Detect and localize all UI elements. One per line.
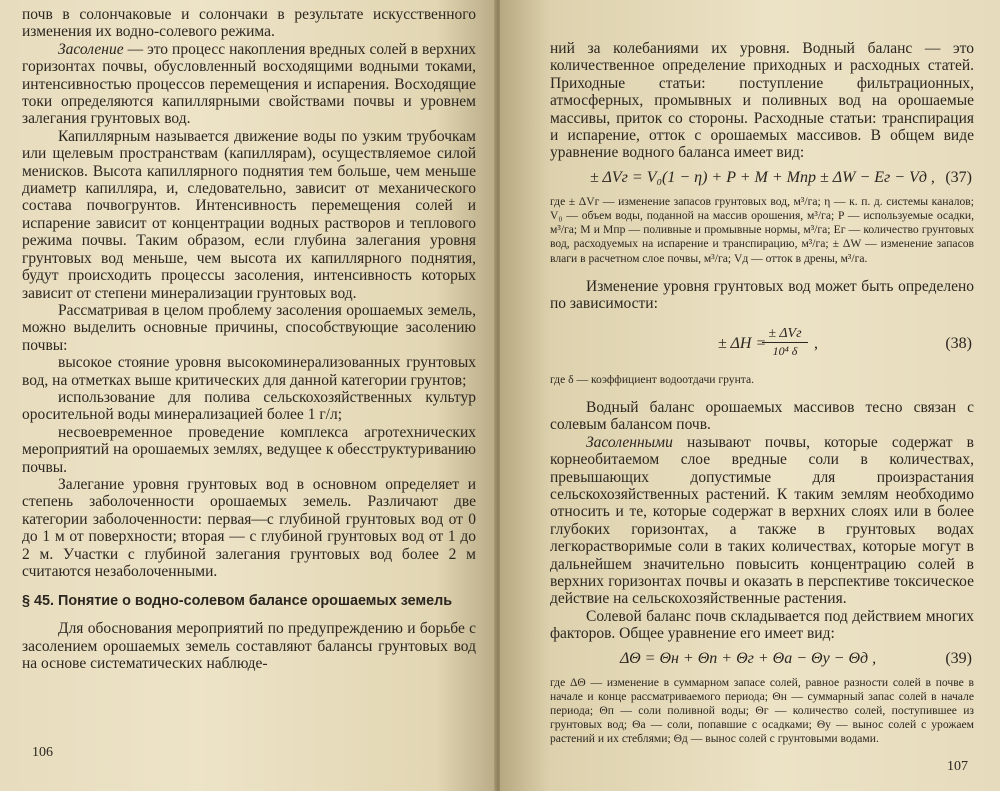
equation-39 xyxy=(550,648,974,672)
equation-number: (38) xyxy=(945,334,972,352)
list-item: высокое стояние уровня высокоминерализованных грунтовых вод, на отметках выше критических для данной категории грунтов; xyxy=(22,354,476,389)
left-page xyxy=(0,0,496,791)
paragraph: Водный баланс орошаемых массивов тесно связан с солевым балансом почв. xyxy=(550,398,974,434)
equation-note: где ± ΔVг — изменение запасов грунтовых вод, м³/га; η — к. п. д. системы каналов; V₀ — объем воды, поданной на массив орошения, м³/га; P — используемые осадки, м³/га; M и Mпр — поливные и промывные нормы, м³/га; Eг — количество грунтовых вод, расходуемых на испарение и транспирацию, м³/га; ± ΔW — изменение запасов влаги в расчетном слое почвы, м³/га; Vд — отток в дрены, м³/га. xyxy=(550,194,974,265)
paragraph-text: — это процесс накопления вредных солей в верхних горизонтах почвы, обусловленный восходящими водными токами, интенсивностью процессов перемещения и испарения. Восходящие токи определяются капиллярными свойствами почвы и уровнем залегания грунтовых вод. xyxy=(22,40,476,128)
paragraph: Изменение уровня грунтовых вод может быть определено по зависимости: xyxy=(550,277,974,313)
term-salinization: Засоление xyxy=(58,40,124,58)
equation-37 xyxy=(550,167,974,191)
equation-note: где δ — коэффициент водоотдачи грунта. xyxy=(550,372,755,386)
paragraph: Солевой баланс почв складывается под действием многих факторов. Общее уравнение его имеет вид: xyxy=(550,607,974,643)
paragraph: Для обоснования мероприятий по предупреждению и борьбе с засолением орошаемых земель составляют балансы грунтовых вод на основе систематических наблюде- xyxy=(22,620,476,673)
right-page xyxy=(500,0,1000,791)
list-item: несвоевременное проведение комплекса агротехнических мероприятий на орошаемых землях, ведущее к обесструктуриванию почвы. xyxy=(22,423,476,476)
fraction-denominator: 10⁴ δ xyxy=(772,343,798,358)
page-number: 106 xyxy=(32,745,53,760)
section-heading: § 45. Понятие о водно-солевом балансе орошаемых земель xyxy=(22,593,453,610)
equation-number: (39) xyxy=(945,649,972,667)
paragraph: почв в солончаковые и солончаки в результате искусственного изменения их водно-солевого режима. xyxy=(22,6,476,41)
equation-comma: , xyxy=(814,334,818,352)
fraction-numerator: ± ΔVг xyxy=(762,325,808,343)
list-item: использование для полива сельскохозяйственных культур оросительной воды минерализацией более 1 г/л; xyxy=(22,388,476,424)
paragraph: Залегание уровня грунтовых вод в основном определяет и степень заболоченности орошаемых земель. Различают две категории заболоченности: первая—с глубиной грунтовых вод от 0 до 1 м от поверхности; вторая — с глубиной грунтовых вод от 1 до 2 м. Участки с глубиной залегания грунтовых вод более 2 м считаются незаболоченными. xyxy=(22,475,476,580)
paragraph: Рассматривая в целом проблему засоления орошаемых земель, можно выделить основные причины, способствующие засолению почвы: xyxy=(22,301,476,354)
equation-note: где ΔΘ — изменение в суммарном запасе солей, равное разности солей в почве в начале и конце рассматриваемого периода; Θн — суммарный запас солей в начале периода; Θп — соли поливной воды; Θг — количество солей, поступившее из грунтовых вод; Θа — соли, попавшие с осадками; Θу — вынос солей с урожаем растений и их стеблями; Θд — вынос солей с грунтовыми водами. xyxy=(550,675,974,746)
page-number: 107 xyxy=(947,759,968,774)
equation-lhs: ± ΔH = xyxy=(718,334,767,352)
paragraph: ний за колебаниями их уровня. Водный баланс — это количественное определение приходных и расходных статей. Приходные статьи: поступление фильтрационных, атмосферных, промывных и поливных вод на орошаемые массивы, приток со стороны. Расходные статьи: транспирация и испарение, отток с орошаемых массивов. В общем виде уравнение водного баланса имеет вид: xyxy=(550,40,974,162)
equation-formula: ± ΔVг = V₀(1 − η) + P + M + Mпр ± ΔW − Eг − Vд , xyxy=(590,168,935,186)
paragraph: Капиллярным называется движение воды по узким трубочкам или щелевым пространствам (капиллярам), осуществляемое силой менисков. Высота капиллярного поднятия тем больше, чем меньше диаметр капилляра, и, следовательно, зависит от механического состава почвогрунтов. Интенсивность перемещения солей и испарение зависит от концентрации водных растворов и теплового режима почвы. Таким образом, если глубина залегания уровня грунтовых вод меньше, чем высота их капиллярного поднятия, будут происходить процессы засоления, интенсивность которых зависит от степени минерализации грунтовых вод. xyxy=(22,127,476,302)
equation-number: (37) xyxy=(945,168,972,186)
term-saline: Засоленными xyxy=(586,433,673,451)
paragraph-salinization xyxy=(22,41,476,128)
equation-38 xyxy=(550,323,974,367)
equation-formula: ΔΘ = Θн + Θп + Θг + Θа − Θу − Θд , xyxy=(620,649,877,667)
paragraph-text: называют почвы, которые содержат в корнеобитаемом слое вредные соли в количествах, превышающих допустимые для произрастания сельскохозяйственных растений. К таким землям необходимо относить и те, которые содержат в верхних слоях или в более глубоких горизонтах, а также в грунтовых водах легкорастворимые соли в таких количествах, которые могут в дальнейшем значительно повысить концентрацию солей в верхних горизонтах почвы и оказать в перспективе токсическое действие на сельскохозяйственные растения. xyxy=(550,433,974,608)
equation-fraction xyxy=(762,325,808,359)
paragraph-saline xyxy=(550,434,974,608)
